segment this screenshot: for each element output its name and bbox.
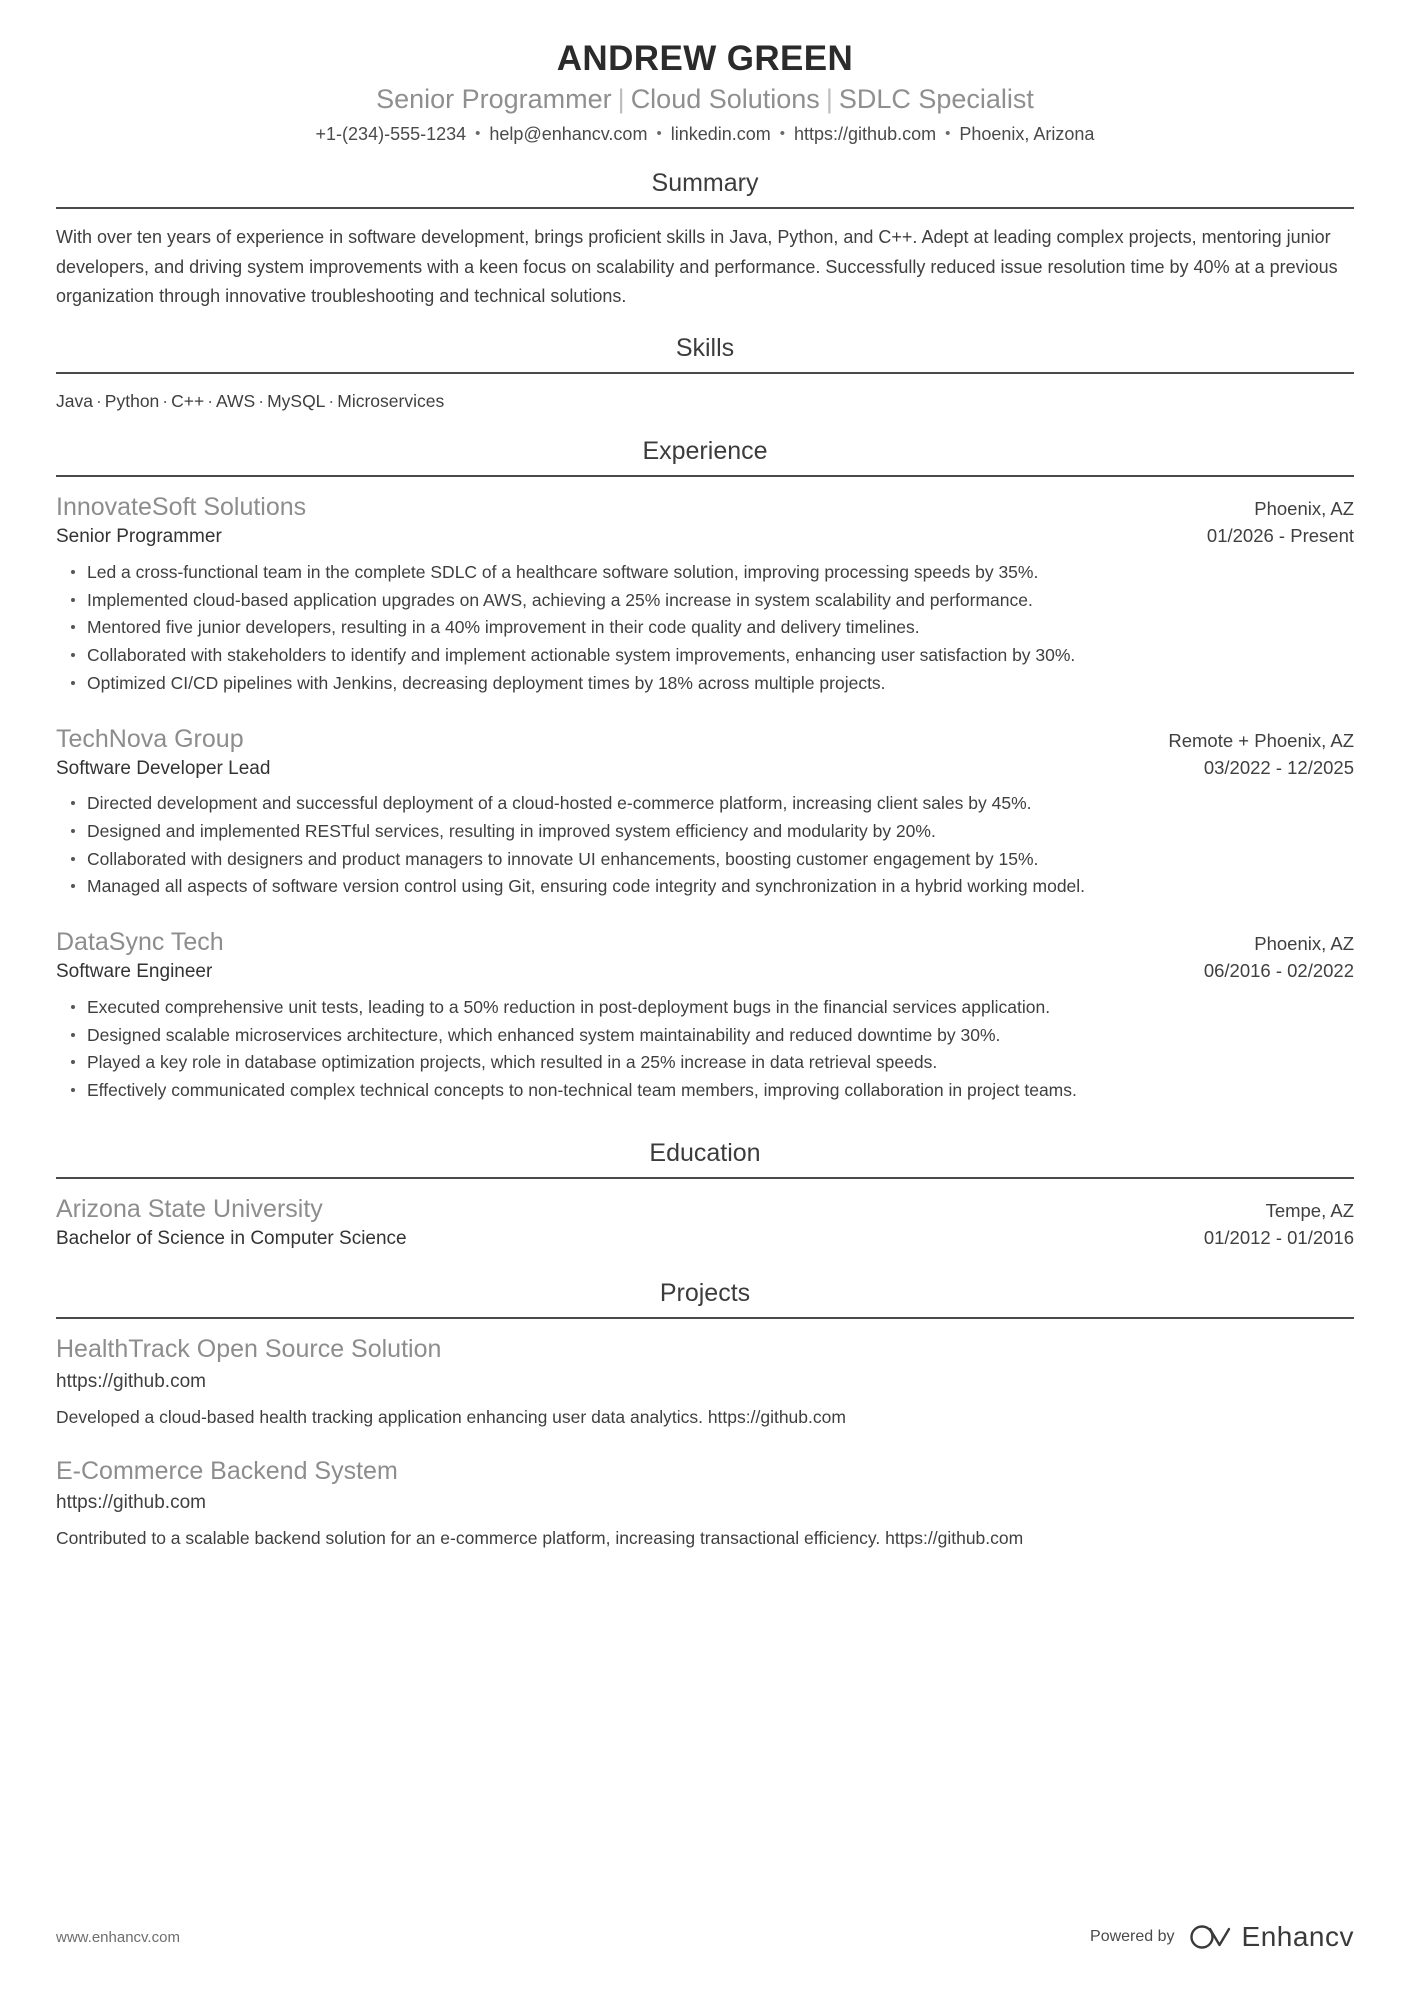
experience-entry (56, 1193, 1354, 1253)
skill-item: Python (104, 390, 160, 411)
skill-item: C++ (171, 390, 205, 411)
entry-header-row (56, 926, 1354, 958)
entry-bullet: Effectively communicated complex technical concepts to non-technical team members, improving collaboration in project teams. (85, 1077, 1354, 1104)
section-summary (56, 168, 1354, 310)
contact-separator-icon: • (779, 125, 786, 143)
project-title: HealthTrack Open Source Solution (56, 1335, 442, 1364)
entry-organization: TechNova Group (56, 724, 244, 753)
entry-location: Phoenix, AZ (1254, 933, 1354, 955)
section-divider (56, 372, 1354, 374)
experience-entries (56, 491, 1354, 1104)
section-divider (56, 1177, 1354, 1179)
entry-bullet: Implemented cloud-based application upgrades on AWS, achieving a 25% increase in system scalability and performance. (85, 587, 1354, 614)
section-title-skills: Skills (675, 333, 735, 362)
skill-separator-icon: · (258, 390, 265, 411)
entry-bullet: Executed comprehensive unit tests, leading to a 50% reduction in post-deployment bugs in the financial services application. (85, 994, 1354, 1021)
skill-item: Java (56, 390, 93, 411)
skill-item: Microservices (337, 390, 445, 411)
skill-separator-icon: · (328, 390, 335, 411)
candidate-headline (56, 83, 1354, 117)
section-skills (56, 333, 1354, 414)
entry-organization: Arizona State University (56, 1194, 323, 1223)
entry-bullet-list (56, 790, 1354, 900)
entry-bullet-list (56, 559, 1354, 697)
contact-separator-icon: • (475, 125, 481, 143)
entry-bullet: Collaborated with stakeholders to identify and implement actionable system improvements, enhancing user satisfaction by 30%. (85, 642, 1354, 669)
footer-branding (1090, 1923, 1354, 1951)
entry-bullet: Led a cross-functional team in the complete SDLC of a healthcare software solution, improving processing speeds by 35%. (85, 559, 1354, 586)
section-divider (56, 1317, 1354, 1319)
entry-subheader-row (56, 1225, 1354, 1253)
entry-location: Remote + Phoenix, AZ (1168, 729, 1354, 751)
skills-list (56, 388, 1354, 414)
section-divider (56, 207, 1354, 209)
entry-role: Senior Programmer (56, 526, 222, 548)
candidate-name: ANDREW GREEN (556, 39, 854, 78)
project-title: E-Commerce Backend System (56, 1456, 398, 1485)
section-education (56, 1138, 1354, 1253)
project-description: Developed a cloud-based health tracking application enhancing user data analytics. https://github.com (56, 1406, 846, 1427)
entry-role: Software Developer Lead (56, 757, 271, 779)
entry-header-row (56, 491, 1354, 523)
project-entries (56, 1333, 1354, 1551)
entry-header-row (56, 1193, 1354, 1225)
education-entries (56, 1193, 1354, 1253)
contact-line (56, 123, 1354, 146)
contact-separator-icon: • (945, 125, 951, 143)
entry-location: Phoenix, AZ (1254, 498, 1354, 520)
entry-bullet: Designed scalable microservices architecture, which enhanced system maintainability and reduced downtime by 30%. (85, 1022, 1354, 1049)
entry-bullet: Managed all aspects of software version control using Git, ensuring code integrity and synchronization in a hybrid working model. (85, 873, 1354, 900)
headline-separator: | (825, 84, 833, 115)
project-description: Contributed to a scalable backend solution for an e-commerce platform, increasing transactional efficiency. https://github.com (56, 1527, 1024, 1548)
entry-bullet: Directed development and successful deployment of a cloud-hosted e-commerce platform, increasing client sales by 45%. (85, 790, 1354, 817)
section-title-experience: Experience (642, 437, 768, 466)
headline-part: SDLC Specialist (838, 84, 1034, 115)
powered-by-label: Powered by (1090, 1928, 1175, 1945)
entry-dates: 03/2022 - 12/2025 (1203, 756, 1354, 778)
contact-item[interactable]: https://github.com (794, 124, 937, 145)
entry-subheader-row (56, 755, 1354, 783)
entry-dates: 06/2016 - 02/2022 (1203, 960, 1354, 982)
skill-item: AWS (216, 390, 256, 411)
section-divider (56, 475, 1354, 477)
headline-part: Senior Programmer (376, 84, 612, 115)
entry-header-row (56, 723, 1354, 755)
entry-subheader-row (56, 958, 1354, 986)
enhancv-wordmark: Enhancv (1241, 1921, 1354, 1952)
footer-website-url[interactable]: www.enhancv.com (56, 1928, 180, 1946)
entry-bullet: Designed and implemented RESTful services, resulting in improved system efficiency and modularity by 20%. (85, 818, 1354, 845)
entry-role: Bachelor of Science in Computer Science (56, 1227, 407, 1249)
entry-role: Software Engineer (56, 961, 213, 983)
headline-separator: | (617, 84, 625, 115)
contact-item[interactable]: linkedin.com (670, 124, 771, 145)
section-experience (56, 436, 1354, 1104)
entry-bullet: Played a key role in database optimization projects, which resulted in a 25% increase in data retrieval speeds. (85, 1049, 1354, 1076)
section-title-summary: Summary (651, 169, 759, 198)
entry-organization: DataSync Tech (56, 928, 224, 957)
entry-bullet: Optimized CI/CD pipelines with Jenkins, decreasing deployment times by 18% across multiple projects. (85, 670, 1354, 697)
experience-entry (56, 491, 1354, 696)
enhancv-logo (1189, 1923, 1354, 1951)
summary-text: With over ten years of experience in software development, brings proficient skills in Java, Python, and C++. Adept at leading complex projects, mentoring junior developers, and driving system improvements with a keen focus on scalability and performance. Successfully reduced issue resolution time by 40% at a previous organization through innovative troubleshooting and technical solutions. (56, 227, 1338, 306)
project-entry (56, 1333, 1354, 1430)
entry-bullet: Collaborated with designers and product managers to innovate UI enhancements, boosting customer engagement by 15%. (85, 846, 1354, 873)
contact-item[interactable]: +1-(234)-555-1234 (315, 124, 467, 145)
contact-separator-icon: • (656, 125, 662, 143)
section-projects (56, 1278, 1354, 1551)
entry-bullet: Mentored five junior developers, resulting in a 40% improvement in their code quality and delivery timelines. (85, 614, 1354, 641)
page-footer (56, 1923, 1354, 1951)
resume-header (56, 38, 1354, 146)
skill-item: MySQL (267, 390, 326, 411)
project-link[interactable]: https://github.com (56, 1370, 206, 1392)
entry-organization: InnovateSoft Solutions (56, 493, 307, 522)
entry-dates: 01/2012 - 01/2016 (1203, 1226, 1354, 1248)
skill-separator-icon: · (95, 390, 102, 411)
headline-part: Cloud Solutions (630, 84, 820, 115)
contact-item[interactable]: Phoenix, Arizona (959, 124, 1095, 145)
project-entry (56, 1455, 1354, 1552)
entry-location: Tempe, AZ (1265, 1199, 1354, 1221)
experience-entry (56, 723, 1354, 901)
entry-dates: 01/2026 - Present (1206, 525, 1354, 547)
experience-entry (56, 926, 1354, 1104)
project-link[interactable]: https://github.com (56, 1492, 206, 1514)
section-title-education: Education (649, 1138, 761, 1167)
enhancv-mark-icon (1189, 1924, 1233, 1950)
skill-separator-icon: · (162, 390, 169, 411)
contact-item[interactable]: help@enhancv.com (489, 124, 648, 145)
entry-bullet-list (56, 994, 1354, 1104)
entry-subheader-row (56, 523, 1354, 551)
skill-separator-icon: · (207, 390, 214, 411)
section-title-projects: Projects (659, 1279, 751, 1308)
